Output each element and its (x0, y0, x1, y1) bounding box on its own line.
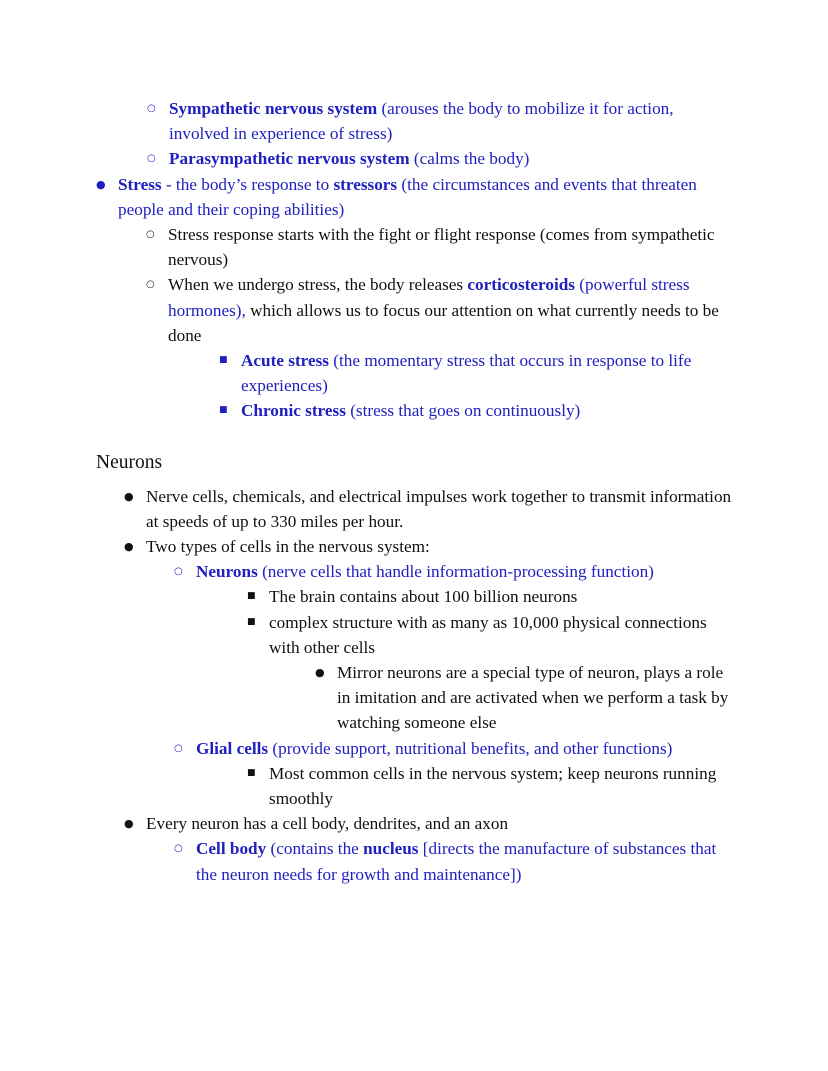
term-stress: Stress (118, 174, 162, 194)
definition-neurons: (nerve cells that handle information-processing function) (257, 562, 654, 582)
definition-parasympathetic-nervous-system: (calms the body) (409, 149, 530, 169)
list-item-every-neuron (124, 811, 736, 887)
neuron-parts-list (174, 836, 736, 886)
disc-bullet-icon: ● (124, 540, 134, 554)
square-bullet-icon: ■ (247, 767, 256, 778)
mirror-neurons-list (315, 660, 736, 736)
text-mirror-neurons: Mirror neurons are a special type of neuron, plays a role in imitation and are activated when we perform a task by watching someone else (337, 663, 729, 733)
list-item-brain-count (247, 584, 736, 609)
list-item-chronic-stress (219, 398, 736, 423)
circle-bullet-icon: ○ (147, 153, 156, 165)
list-item-acute-stress (219, 348, 736, 398)
stress-types-list (219, 348, 736, 424)
heading-spacer-bottom (96, 476, 736, 484)
term-acute-stress: Acute stress (241, 351, 329, 371)
list-item-parasympathetic (147, 146, 736, 171)
term-corticosteroids: corticosteroids (467, 275, 575, 295)
stress-topic-list (96, 172, 736, 424)
disc-bullet-icon: ● (124, 817, 134, 831)
circle-bullet-icon: ○ (174, 843, 183, 855)
text-two-types: Two types of cells in the nervous system: (146, 537, 430, 557)
list-item-cell-body (174, 836, 736, 886)
term-glial-cells: Glial cells (196, 738, 269, 758)
term-parasympathetic-nervous-system: Parasympathetic nervous system (169, 149, 410, 169)
list-item-stress-response (146, 222, 736, 272)
notes-body (96, 96, 736, 887)
text-every-neuron: Every neuron has a cell body, dendrites, and an axon (146, 814, 509, 834)
definition-acute-stress: (the momentary stress that occurs in response to life experiences) (241, 351, 692, 396)
section-heading-neurons: Neurons (96, 451, 163, 473)
list-item-stress (96, 172, 736, 424)
square-bullet-icon: ■ (219, 355, 228, 366)
neuron-facts-list (247, 584, 736, 735)
cell-body-connector: (contains the (266, 839, 364, 859)
definition-chronic-stress: (stress that goes on continuously) (345, 401, 581, 421)
circle-bullet-icon: ○ (146, 229, 155, 241)
text-stress-response: Stress response starts with the fight or flight response (comes from sympathetic nervous) (168, 225, 715, 270)
text-brain-count: The brain contains about 100 billion neurons (269, 587, 578, 607)
definition-stressors: (the circumstances and events that threaten people and their coping abilities) (118, 174, 697, 219)
text-complex-structure: complex structure with as many as 10,000 physical connections with other cells (269, 612, 707, 657)
list-item-two-types (124, 534, 736, 811)
square-bullet-icon: ■ (247, 591, 256, 602)
square-bullet-icon: ■ (247, 616, 256, 627)
heading-spacer-top (96, 424, 736, 450)
text-nerve-cells: Nerve cells, chemicals, and electrical impulses work together to transmit information at speeds of up to 330 miles per hour. (146, 486, 732, 531)
circle-bullet-icon: ○ (146, 279, 155, 291)
list-item-mirror-neurons (315, 660, 736, 736)
disc-bullet-icon: ● (96, 177, 106, 191)
stress-connector: - the body’s response to (161, 174, 334, 194)
definition-nucleus: [directs the manufacture of substances that the neuron needs for growth and maintenance]) (196, 839, 717, 884)
list-item-sympathetic (147, 96, 736, 146)
list-item-complex-structure (247, 610, 736, 736)
cell-types-list (174, 559, 736, 811)
stress-details-list (146, 222, 736, 424)
term-stressors: stressors (333, 174, 398, 194)
term-cell-body: Cell body (196, 839, 267, 859)
circle-bullet-icon: ○ (174, 742, 183, 754)
definition-sympathetic-nervous-system: (arouses the body to mobilize it for action, involved in experience of stress) (169, 99, 674, 144)
term-sympathetic-nervous-system: Sympathetic nervous system (169, 99, 378, 118)
corticosteroids-tail: which allows us to focus our attention on what currently needs to be done (168, 300, 719, 345)
corticosteroids-lead: When we undergo stress, the body releases (168, 275, 468, 295)
definition-corticosteroids: (powerful stress hormones), (168, 275, 690, 320)
term-neurons: Neurons (196, 562, 258, 582)
square-bullet-icon: ■ (219, 405, 228, 416)
list-item-glial-cells (174, 736, 736, 812)
disc-bullet-icon: ● (124, 489, 134, 503)
term-nucleus: nucleus (363, 839, 419, 859)
term-chronic-stress: Chronic stress (241, 401, 346, 421)
list-item-glial-detail (247, 761, 736, 811)
definition-glial-cells: (provide support, nutritional benefits, and other functions) (268, 738, 673, 758)
list-item-neurons-definition (174, 559, 736, 735)
neurons-topic-list (124, 484, 736, 887)
nervous-system-branches-list (147, 96, 736, 172)
disc-bullet-icon: ● (315, 666, 325, 680)
list-item-corticosteroids (146, 272, 736, 423)
circle-bullet-icon: ○ (147, 103, 156, 114)
list-item-nerve-cells (124, 484, 736, 534)
glial-facts-list (247, 761, 736, 811)
circle-bullet-icon: ○ (174, 566, 183, 578)
text-glial-detail: Most common cells in the nervous system; keep neurons running smoothly (269, 763, 717, 809)
